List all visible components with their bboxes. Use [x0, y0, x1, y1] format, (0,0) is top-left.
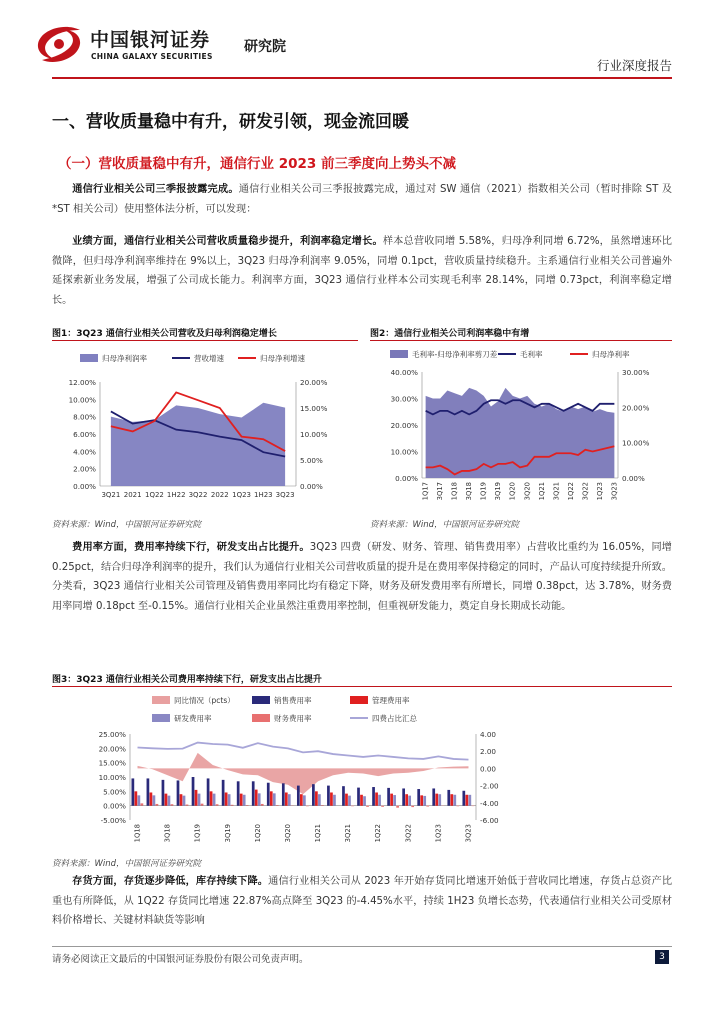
fig2-y-right-tick: 10.00% [622, 438, 650, 448]
fig2-legend-swatch-0 [390, 350, 408, 358]
fig3-bar-1-5 [207, 778, 210, 805]
fig3-bar-4-8 [261, 804, 264, 806]
fig3-y-right-tick: 0.00 [480, 764, 497, 774]
fig3-bar-3-2 [168, 796, 171, 806]
fig2-legend-label-0: 毛利率-归母净利率剪刀差 [412, 350, 498, 359]
fig3-bar-2-21 [450, 794, 453, 805]
fig3-bar-2-19 [420, 795, 423, 805]
footer-disclaimer: 请务必阅读正文最后的中国银河证券股份有限公司免责声明。 [52, 954, 309, 965]
fig3-legend-label-5: 四费占比汇总 [372, 714, 417, 723]
fig3-bar-2-4 [195, 790, 198, 806]
fig3-bar-1-13 [327, 786, 330, 806]
fig3-legend-label-0: 同比情况（pcts） [174, 696, 235, 705]
fig3-bar-2-0 [135, 791, 138, 805]
fig3-legend-label-1: 销售费用率 [274, 696, 312, 705]
fig3-bar-1-8 [252, 781, 255, 805]
fig3-bar-4-3 [186, 805, 189, 806]
fig1-legend-swatch-0 [80, 354, 98, 362]
figure-2-source: 资料来源：Wind，中国银河证券研究院 [370, 520, 520, 530]
paragraph-2-body: 样本总营收同增 5.58%，归母净利同增 6.72%，虽然增速环比微降，但归母净利润率维持在 9%以上，3Q23 归母净利润率 9.05%，同增 0.1pct，营收质量持续稳升。主系通信行业相关公司普遍外延探索新业务发展，增强了公司成长能力。利润率方面，3Q23 通信行业样本公司实现毛利率 28.14%，同增 0.73pct，利润率稳定增长。 [52, 236, 672, 306]
fig3-x-tick: 3Q20 [283, 824, 292, 843]
fig3-bar-1-0 [132, 778, 135, 805]
fig2-x-tick: 3Q18 [465, 482, 474, 501]
figure-1-legend [80, 353, 305, 363]
paragraph-2-lead: 业绩方面，通信行业相关公司营收质量稳步提升，利润率稳定增长。 [72, 236, 383, 247]
fig2-legend-label-2: 归母净利率 [592, 350, 630, 359]
fig3-y-left-tick: 20.00% [98, 744, 126, 754]
figure-2-rule [370, 340, 672, 341]
fig1-y-right-tick: 15.00% [300, 404, 328, 413]
fig2-y-right-tick: 20.00% [622, 403, 650, 413]
fig3-bar-2-6 [225, 792, 228, 805]
fig3-bar-4-7 [246, 805, 249, 806]
brand-name-en: CHINA GALAXY SECURITIES [91, 52, 213, 61]
fig2-x-tick: 3Q17 [436, 482, 445, 501]
fig3-bar-1-7 [237, 781, 240, 805]
fig1-legend-label-2: 归母净利增速 [260, 354, 305, 363]
section-title: 一、营收质量稳中有升，研发引领，现金流回暖 [52, 112, 409, 132]
paragraph-1 [52, 180, 672, 219]
fig3-bar-4-4 [201, 804, 204, 806]
figure-1-chart [52, 342, 358, 512]
fig3-x-tick: 3Q19 [223, 824, 232, 843]
fig3-bar-2-16 [375, 792, 378, 805]
figure-1-source: 资料来源：Wind，中国银河证券研究院 [52, 520, 202, 530]
fig3-bar-2-18 [405, 794, 408, 805]
paragraph-3 [52, 538, 672, 616]
fig3-bar-2-10 [285, 792, 288, 805]
fig3-bar-2-9 [270, 791, 273, 805]
fig2-legend-label-1: 毛利率 [520, 350, 543, 359]
fig1-x-tick: 1Q23 [232, 491, 251, 499]
fig2-x-tick: 3Q21 [552, 482, 561, 501]
fig3-x-tick: 1Q18 [133, 824, 142, 843]
fig2-y-right-tick: 0.00% [622, 474, 645, 483]
fig3-bar-3-10 [288, 794, 291, 805]
fig3-bar-2-14 [345, 794, 348, 806]
fig1-y-left-tick: 10.00% [68, 395, 96, 405]
fig3-bar-3-9 [273, 793, 276, 805]
fig3-bar-3-20 [438, 794, 441, 805]
fig3-bar-2-7 [240, 794, 243, 806]
fig3-y-left-tick: 15.00% [98, 758, 126, 768]
fig3-x-tick: 3Q18 [163, 824, 172, 843]
fig3-bar-2-22 [465, 795, 468, 806]
fig3-x-tick: 3Q21 [344, 824, 353, 843]
fig3-bar-3-15 [363, 796, 366, 805]
paragraph-3-body: 3Q23 四费（研发、财务、管理、销售费用率）占营收比重约为 16.05%，同增 0.25pct，结合归母净利润率的提升，我们认为通信行业相关公司营收质量的提升是在费用率保持稳定的同时，产品认可度持续提升所致。分类看，3Q23 通信行业相关公司管理及销售费用率同比均有稳定下降，财务及研发费用率有所增长，同增 0.38pct，达 3.78%，财务费用率同增 0.18pct 至-0.15%。通信行业相关企业虽然注重费用率控制，但重视研发能力，奠定自身长期成长动能。 [52, 542, 672, 612]
fig3-y-left-tick: 10.00% [98, 773, 126, 782]
fig3-bar-1-17 [387, 788, 390, 806]
fig3-legend-label-3: 研发费用率 [174, 714, 212, 723]
paragraph-1-lead: 通信行业相关公司三季报披露完成。 [72, 184, 239, 195]
fig3-bar-3-17 [393, 795, 396, 806]
fig3-series-line-5 [138, 743, 469, 760]
fig3-bar-1-18 [402, 788, 405, 805]
fig2-x-tick: 1Q20 [508, 482, 517, 501]
fig3-bar-2-15 [360, 795, 363, 806]
fig3-bar-4-18 [411, 806, 414, 807]
fig3-x-tick: 1Q20 [253, 824, 262, 843]
fig2-x-tick: 3Q22 [581, 482, 590, 501]
fig2-y-left-tick: 20.00% [390, 421, 418, 430]
fig3-legend-swatch-4 [252, 714, 270, 722]
fig3-bar-3-19 [423, 796, 426, 806]
fig3-bar-4-21 [456, 806, 459, 807]
fig2-x-tick: 3Q23 [610, 482, 619, 501]
fig1-y-left-tick: 0.00% [73, 482, 96, 491]
fig1-x-tick: 2021 [123, 491, 142, 499]
fig3-bar-4-19 [426, 806, 429, 807]
fig3-y-right-tick: -4.00 [480, 798, 499, 808]
figure-3-rule [52, 686, 672, 687]
fig2-y-left-tick: 10.00% [390, 447, 418, 457]
figure-2-legend [390, 349, 630, 359]
fig3-bar-4-16 [381, 806, 384, 807]
fig3-bar-2-8 [255, 790, 258, 806]
fig1-y-right-tick: 5.00% [300, 456, 323, 465]
fig3-bar-3-22 [468, 795, 471, 806]
fig2-x-tick: 1Q18 [450, 482, 459, 501]
fig1-y-right-tick: 10.00% [300, 430, 328, 439]
paragraph-4 [52, 872, 672, 931]
fig3-bar-4-12 [321, 805, 324, 806]
fig3-legend-swatch-3 [152, 714, 170, 722]
fig3-x-tick: 1Q22 [374, 824, 383, 843]
fig1-y-left-tick: 6.00% [73, 430, 96, 439]
fig3-bar-2-2 [165, 794, 168, 806]
paragraph-1-body: 通信行业相关公司三季报披露完成，通过对 SW 通信（2021）指数相关公司（暂时排除 ST 及*ST 相关公司）使用整体法分析，可以发现： [52, 184, 673, 215]
fig3-y-right-tick: 4.00 [480, 730, 497, 739]
figure-3-chart [52, 688, 512, 856]
fig3-bar-1-20 [432, 788, 435, 805]
fig2-y-left-tick: 30.00% [390, 394, 418, 404]
fig1-y-left-tick: 2.00% [73, 464, 96, 474]
fig3-legend-label-4: 财务费用率 [274, 714, 312, 723]
fig1-y-right-tick: 0.00% [300, 482, 323, 491]
fig3-bar-3-6 [228, 794, 231, 805]
fig3-bar-2-20 [435, 794, 438, 806]
figure-3-title: 图3：3Q23 通信行业相关公司费用率持续下行，研发支出占比提升 [52, 675, 322, 685]
fig2-x-tick: 1Q22 [566, 482, 575, 501]
footer-divider [52, 946, 672, 947]
fig2-y-left-tick: 40.00% [390, 368, 418, 377]
fig2-y-right-tick: 30.00% [622, 368, 650, 377]
fig3-x-tick: 1Q19 [193, 824, 202, 843]
fig3-bar-4-11 [306, 806, 309, 807]
page-number: 3 [655, 950, 669, 964]
fig3-x-tick: 3Q23 [464, 824, 473, 843]
fig3-y-right-tick: 2.00 [480, 747, 497, 757]
figure-1-title: 图1：3Q23 通信行业相关公司营收及归母利润稳定增长 [52, 329, 277, 339]
fig3-bar-2-13 [330, 792, 333, 805]
fig3-y-right-tick: -2.00 [480, 781, 499, 791]
fig3-bar-3-8 [258, 793, 261, 805]
fig3-bar-1-14 [342, 786, 345, 805]
fig3-bar-1-2 [162, 780, 165, 806]
fig3-bar-1-16 [372, 787, 375, 806]
fig3-bar-1-4 [192, 777, 195, 806]
fig3-bar-1-19 [417, 789, 420, 806]
fig3-bar-3-21 [453, 795, 456, 806]
fig3-bar-3-4 [198, 794, 201, 806]
fig3-y-left-tick: -5.00% [100, 816, 126, 825]
fig1-y-left-tick: 4.00% [73, 447, 96, 457]
fig1-series-area-0 [111, 403, 285, 486]
fig3-bar-4-9 [276, 805, 279, 806]
fig3-bar-1-12 [312, 784, 315, 806]
fig3-y-right-tick: -6.00 [480, 816, 499, 825]
fig3-bar-2-12 [315, 791, 318, 805]
fig2-x-tick: 3Q20 [523, 482, 532, 501]
fig2-x-tick: 3Q19 [494, 482, 503, 501]
fig3-bar-4-2 [171, 804, 174, 805]
figure-1-rule [52, 340, 358, 341]
fig1-y-left-tick: 12.00% [68, 378, 96, 387]
fig2-y-left-tick: 0.00% [395, 474, 418, 483]
fig3-bar-3-18 [408, 796, 411, 806]
fig3-bar-1-11 [297, 786, 300, 806]
sub-section-title: （一）营收质量稳中有升，通信行业 2023 前三季度向上势头不减 [58, 156, 456, 172]
fig3-bar-2-17 [390, 794, 393, 806]
fig3-bar-3-12 [318, 794, 321, 805]
fig3-bar-1-9 [267, 783, 270, 806]
fig3-bar-2-11 [300, 794, 303, 805]
fig2-x-tick: 1Q17 [421, 482, 430, 501]
fig1-x-tick: 3Q23 [275, 491, 295, 499]
fig1-x-tick: 3Q22 [188, 491, 208, 499]
paragraph-3-lead: 费用率方面，费用率持续下行，研发支出占比提升。 [72, 542, 310, 553]
fig3-bar-4-14 [351, 806, 354, 807]
fig1-x-tick: 3Q21 [101, 491, 121, 499]
fig3-bar-3-7 [243, 795, 246, 806]
fig3-bar-3-16 [378, 795, 381, 806]
fig3-bar-3-14 [348, 796, 351, 806]
fig1-x-tick: 1H22 [166, 491, 186, 499]
fig1-x-tick: 2022 [210, 491, 229, 499]
fig3-bar-1-3 [177, 780, 180, 805]
fig3-y-left-tick: 5.00% [103, 787, 126, 797]
fig3-bar-4-15 [366, 806, 369, 807]
institute-label: 研究院 [244, 39, 286, 55]
fig3-bar-4-6 [231, 805, 234, 806]
fig3-bar-3-5 [213, 794, 216, 806]
fig3-bar-1-15 [357, 788, 360, 806]
fig3-legend-swatch-1 [252, 696, 270, 704]
fig3-bar-4-5 [216, 804, 219, 805]
paragraph-2 [52, 232, 672, 310]
fig1-y-right-tick: 20.00% [300, 378, 328, 387]
report-type-label: 行业深度报告 [596, 58, 672, 73]
fig3-legend-swatch-2 [350, 696, 368, 704]
fig3-bar-2-3 [180, 794, 183, 805]
fig2-series-area-0 [426, 388, 615, 478]
figure-3-legend [152, 695, 417, 723]
galaxy-logo-icon [34, 24, 84, 64]
figure-2-title: 图2：通信行业相关公司利润率稳中有增 [370, 329, 530, 339]
fig3-legend-label-2: 管理费用率 [372, 696, 410, 705]
paragraph-4-lead: 存货方面，存货逐步降低，库存持续下降。 [72, 876, 269, 887]
fig3-y-left-tick: 0.00% [103, 801, 126, 811]
fig3-bar-4-0 [141, 803, 144, 805]
fig1-legend-label-0: 归母净利润率 [102, 354, 147, 363]
fig3-bar-2-5 [210, 791, 213, 805]
fig3-bar-4-17 [396, 806, 399, 808]
fig3-x-tick: 3Q22 [404, 824, 413, 843]
fig3-bar-3-3 [183, 796, 186, 806]
fig3-bar-1-1 [147, 778, 150, 805]
fig2-x-tick: 1Q23 [595, 482, 604, 501]
brand-name-cn: 中国银河证券 [90, 29, 211, 51]
fig3-x-tick: 1Q21 [314, 824, 323, 843]
fig3-bar-1-10 [282, 783, 285, 805]
fig3-bar-3-0 [138, 795, 141, 805]
fig1-legend-label-1: 营收增速 [194, 354, 224, 363]
fig3-y-left-tick: 25.00% [98, 730, 126, 739]
fig3-x-tick: 1Q23 [434, 824, 443, 843]
fig3-bar-3-11 [303, 795, 306, 805]
figure-3-source: 资料来源：Wind，中国银河证券研究院 [52, 859, 202, 869]
fig3-bar-3-1 [153, 795, 156, 805]
fig1-x-tick: 1Q22 [145, 491, 164, 499]
fig3-bar-2-1 [150, 792, 153, 805]
fig3-bar-1-6 [222, 780, 225, 806]
fig2-x-tick: 1Q21 [537, 482, 546, 501]
fig1-y-left-tick: 8.00% [73, 412, 96, 422]
fig3-bar-1-21 [447, 790, 450, 806]
paragraph-4-body: 通信行业相关公司从 2023 年开始存货同比增速开始低于营收同比增速，存货占总资产比重也有所降低，从 1Q22 存货同比增速 22.87%高点降至 3Q23 的-4.45%水平，持续 1H23 负增长态势，代表通信行业相关公司受原材料价格增长、关键材料缺货等影响 [52, 876, 673, 926]
figure-2-chart [370, 342, 672, 512]
fig3-legend-swatch-0 [152, 696, 170, 704]
fig3-bar-1-22 [462, 791, 465, 806]
fig3-bar-4-1 [156, 804, 159, 806]
fig2-x-tick: 1Q19 [479, 482, 488, 501]
fig1-x-tick: 1H23 [254, 491, 273, 499]
fig3-bar-3-13 [333, 795, 336, 806]
header-divider [52, 77, 672, 79]
